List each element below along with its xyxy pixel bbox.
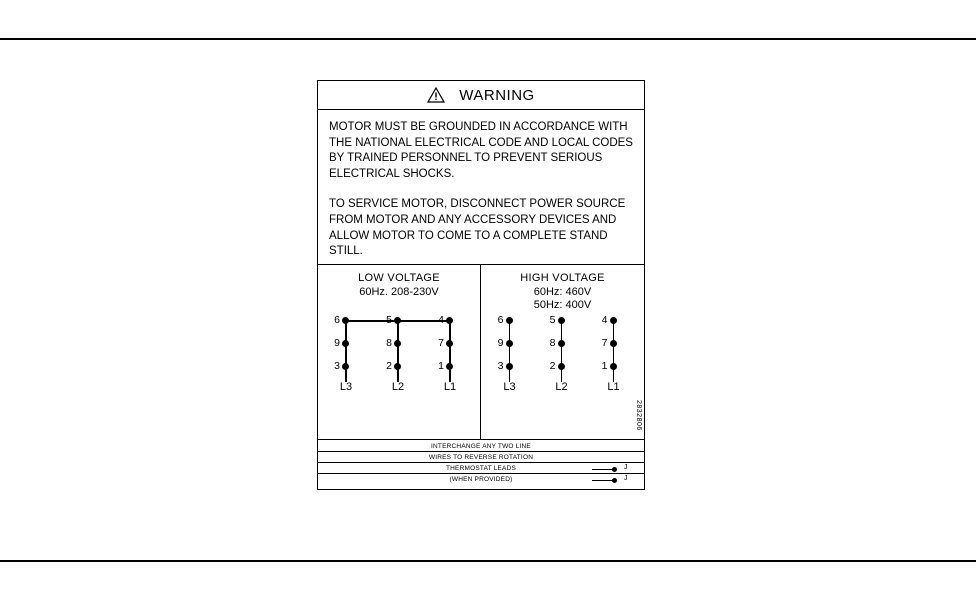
terminal-label-9: 9 bbox=[334, 337, 340, 349]
terminal-label-5: 5 bbox=[549, 313, 556, 326]
high-voltage-subtitle-60hz: 60Hz: 460V bbox=[533, 285, 592, 298]
terminal-dot-3 bbox=[342, 363, 349, 370]
high-voltage-wiring bbox=[488, 313, 638, 409]
terminal-dot-2 bbox=[394, 363, 401, 370]
terminal-dot-4 bbox=[446, 317, 453, 324]
high-voltage-heading bbox=[481, 265, 644, 313]
terminal-label-7: 7 bbox=[438, 337, 444, 349]
warning-paragraph-service: TO SERVICE MOTOR, DISCONNECT POWER SOURCE FROM MOTOR AND ANY ACCESSORY DEVICES AND ALLOW MOTOR TO COME TO A COMPLETE STAND STILL. bbox=[329, 198, 626, 258]
terminal-label-1: 1 bbox=[601, 359, 608, 372]
low-voltage-title: LOW VOLTAGE bbox=[358, 272, 440, 284]
terminal-dot-6 bbox=[506, 317, 513, 324]
wiring-diagram-area bbox=[318, 265, 644, 440]
when-provided-text: (WHEN PROVIDED) bbox=[449, 476, 513, 483]
high-voltage-title: HIGH VOLTAGE bbox=[520, 272, 605, 284]
warning-paragraph-grounding: MOTOR MUST BE GROUNDED IN ACCORDANCE WITH THE NATIONAL ELECTRICAL CODE AND LOCAL CODES BY TRAINED PERSONNEL TO PREVENT SERIOUS ELECTRICAL SHOCKS. bbox=[329, 121, 633, 180]
warning-triangle-icon bbox=[427, 87, 445, 103]
leg-line-l1 bbox=[449, 320, 451, 382]
terminal-dot-1 bbox=[446, 363, 453, 370]
low-voltage-heading bbox=[318, 265, 480, 299]
thermostat-leads-text: THERMOSTAT LEADS bbox=[445, 465, 516, 472]
terminal-dot-2 bbox=[558, 363, 565, 370]
page-top-rule bbox=[0, 38, 976, 40]
lead-dot-1 bbox=[612, 467, 617, 472]
terminal-label-3: 3 bbox=[334, 360, 340, 372]
lead-line-2 bbox=[592, 480, 614, 482]
terminal-label-4: 4 bbox=[601, 313, 608, 326]
terminal-dot-8 bbox=[558, 340, 565, 347]
page-bottom-rule bbox=[0, 560, 976, 562]
footer-note-thermostat-leads bbox=[318, 463, 644, 474]
terminal-label-6: 6 bbox=[497, 313, 504, 326]
lead-label-2: J bbox=[624, 475, 628, 482]
low-voltage-subtitle: 60Hz. 208-230V bbox=[359, 285, 439, 298]
leg-line-l3 bbox=[509, 320, 511, 382]
high-voltage-subtitle-50hz: 50Hz: 400V bbox=[533, 299, 592, 311]
high-voltage-diagram bbox=[481, 265, 644, 439]
leg-line-l2 bbox=[397, 320, 399, 382]
warning-label-plate bbox=[317, 80, 645, 490]
terminal-dot-5 bbox=[394, 317, 401, 324]
terminal-dot-1 bbox=[610, 363, 617, 370]
terminal-label-6: 6 bbox=[334, 314, 340, 326]
line-label-l3: L3 bbox=[339, 381, 353, 393]
line-label-l2: L2 bbox=[555, 380, 568, 393]
terminal-label-8: 8 bbox=[549, 336, 556, 349]
terminal-label-3: 3 bbox=[497, 359, 504, 372]
document-code: 2832806 bbox=[635, 400, 642, 431]
lead-dot-2 bbox=[612, 478, 617, 483]
leg-line-l2 bbox=[561, 320, 563, 382]
low-voltage-diagram bbox=[318, 265, 481, 439]
terminal-label-4: 4 bbox=[438, 314, 444, 326]
warning-title: WARNING bbox=[459, 86, 535, 104]
footer-note-when-provided bbox=[318, 474, 644, 486]
line-label-l1: L1 bbox=[607, 380, 620, 393]
terminal-label-8: 8 bbox=[386, 337, 392, 349]
footer-note-interchange: INTERCHANGE ANY TWO LINE bbox=[318, 440, 644, 452]
line-label-l2: L2 bbox=[391, 381, 405, 393]
terminal-label-1: 1 bbox=[438, 360, 444, 372]
terminal-dot-4 bbox=[610, 317, 617, 324]
lead-label-1: J bbox=[624, 464, 628, 471]
terminal-label-7: 7 bbox=[601, 336, 608, 349]
terminal-dot-9 bbox=[506, 340, 513, 347]
terminal-dot-7 bbox=[610, 340, 617, 347]
terminal-dot-6 bbox=[342, 317, 349, 324]
terminal-dot-8 bbox=[394, 340, 401, 347]
line-label-l3: L3 bbox=[503, 380, 516, 393]
lead-line-1 bbox=[592, 469, 614, 471]
terminal-dot-7 bbox=[446, 340, 453, 347]
low-voltage-wiring bbox=[324, 299, 474, 409]
footer-note-reverse-rotation: WIRES TO REVERSE ROTATION bbox=[318, 452, 644, 463]
warning-body bbox=[318, 110, 644, 265]
warning-header bbox=[318, 81, 644, 110]
terminal-label-2: 2 bbox=[386, 360, 392, 372]
terminal-dot-9 bbox=[342, 340, 349, 347]
terminal-dot-3 bbox=[506, 363, 513, 370]
terminal-label-2: 2 bbox=[549, 359, 556, 372]
terminal-label-5: 5 bbox=[386, 314, 392, 326]
thermostat-lead-symbol-1 bbox=[592, 465, 638, 473]
leg-line-l3 bbox=[345, 320, 347, 382]
thermostat-lead-symbol-2 bbox=[592, 476, 638, 484]
terminal-label-9: 9 bbox=[497, 336, 504, 349]
terminal-dot-5 bbox=[558, 317, 565, 324]
line-label-l1: L1 bbox=[443, 381, 457, 393]
leg-line-l1 bbox=[613, 320, 615, 382]
